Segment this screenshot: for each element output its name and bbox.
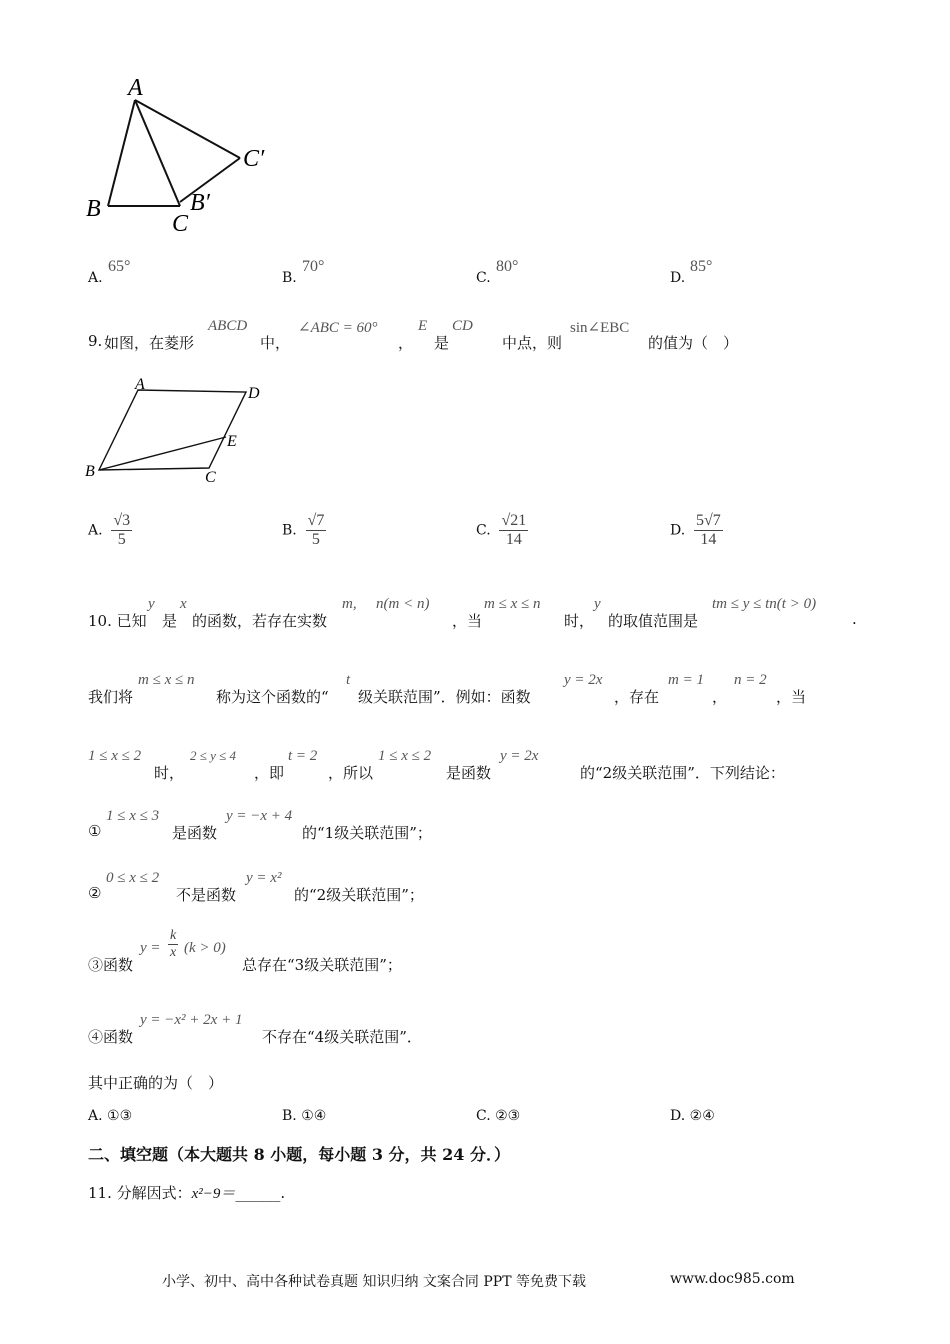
q10-option-a: A. ①③ [88,1108,133,1124]
q10-option-d: D. ②④ [670,1108,715,1124]
label-b-prime: B′ [190,190,210,216]
section-2-heading: 二、填空题（本大题共 8 小题，每小题 3 分，共 24 分．） [88,1145,510,1164]
label-b: B [85,463,95,480]
q10-line1: 10. 已知 y 是 x 的函数，若存在实数 m, n(m < n) ，当 m ≤ x ≤ n 时， y 的取值范围是 tm ≤ y ≤ tn(t > 0) . [88,596,857,630]
label-d: D [248,385,260,402]
segment-bprime-cprime [180,158,240,202]
segment-ac-prime [135,100,240,158]
segment-be [99,437,226,470]
q8-option-c: C. [476,270,491,286]
q10-statement-1: ① 1 ≤ x ≤ 3 是函数 y = −x + 4 的“1级关联范围”； [88,808,432,842]
answer-blank[interactable]: ______ [235,1184,281,1202]
q8-option-a: A. [88,270,103,286]
q8-option-d-value: 85° [690,258,713,275]
q10-line3: 1 ≤ x ≤ 2 时， 2 ≤ y ≤ 4 ，即 t = 2 ，所以 1 ≤ x ≤ 2 是函数 y = 2x 的“2级关联范围”．下列结论： [88,748,785,782]
q10-line2: 我们将 m ≤ x ≤ n 称为这个函数的“ t 级关联范围”．例如：函数 y = 2x ，存在 m = 1 ， n = 2 ，当 [88,672,807,706]
q10-statement-2: ② 0 ≤ x ≤ 2 不是函数 y = x² 的“2级关联范围”； [88,870,424,904]
segment-ab [108,100,135,206]
q10-statement-3: ③函数 y = $\frac{k}{x}$ (k > 0) 总存在“3级关联范围”； [88,928,402,974]
q8-option-c-value: 80° [496,258,519,275]
q9-rhombus-figure [80,372,280,492]
segment-ac [135,100,180,206]
label-a: A [135,376,145,393]
q9-option-b: B. $\frac{√7}{5}$ [282,512,325,548]
q9-option-c: C. $\frac{√21}{14}$ [476,512,527,548]
label-e: E [227,433,237,450]
q9-option-a: A. $\frac{√3}{5}$ [88,512,131,548]
q10-option-c: C. ②③ [476,1108,521,1124]
q10-option-b: B. ①④ [282,1108,327,1124]
q8-option-d: D. [670,270,686,286]
label-c-prime: C′ [243,146,265,172]
q10-ask: 其中正确的为（ ） [88,1074,224,1092]
q9-option-d: D. $\frac{5√7}{14}$ [670,512,721,548]
label-c: C [172,211,189,237]
rhombus-abcd [99,390,246,470]
q8-triangle-figure [80,70,280,240]
q10-statement-4: ④函数 y = −x² + 2x + 1 不存在“4级关联范围”． [88,1012,422,1046]
q8-option-b: B. [282,270,297,286]
label-a: A [128,75,143,101]
q8-option-a-value: 65° [108,258,131,275]
label-b: B [86,196,101,222]
q11: 11. 分解因式：x²−9＝______. [88,1184,286,1202]
label-c: C [205,469,216,486]
footer-text: 小学、初中、高中各种试卷真题 知识归纳 文案合同 PPT 等免费下载 [162,1274,586,1290]
footer-link[interactable]: www.doc985.com [670,1271,795,1287]
q8-option-b-value: 70° [302,258,325,275]
